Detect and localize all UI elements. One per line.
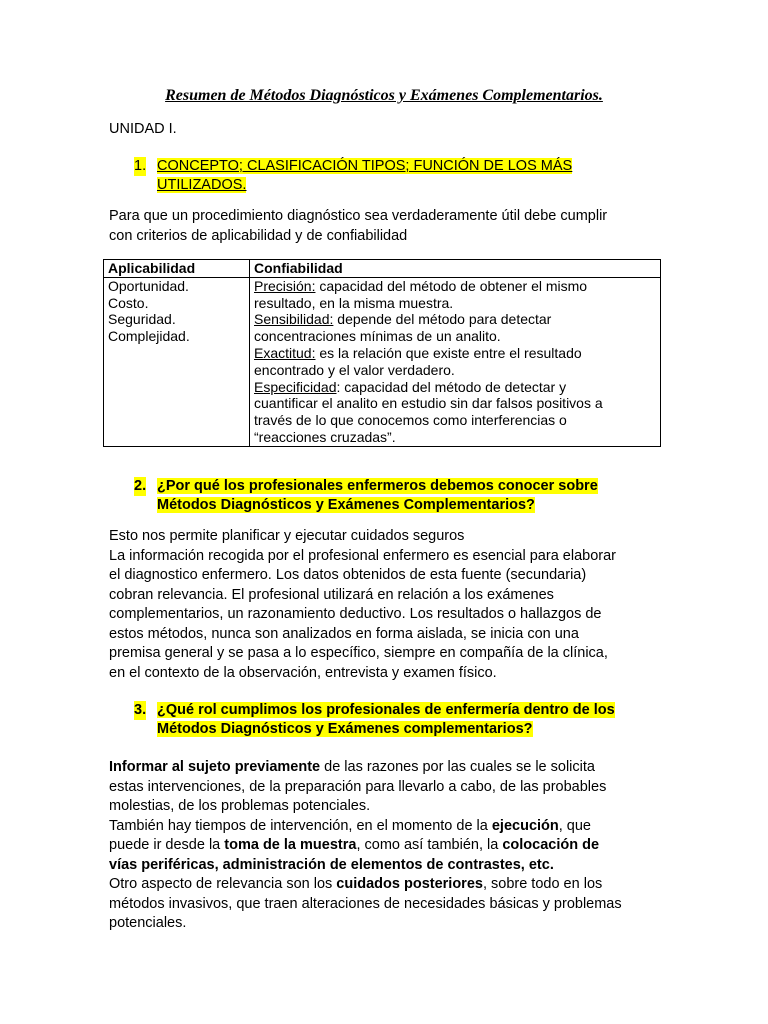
specificity-text-4: “reacciones cruzadas”. xyxy=(254,428,396,445)
section-3-heading-line-2: Métodos Diagnósticos y Exámenes complementarios? xyxy=(157,721,533,737)
paragraph-line: el diagnostico enfermero. Los datos obtenidos de esta fuente (secundaria) xyxy=(109,567,587,583)
bold-phrase: colocación de xyxy=(502,837,600,853)
intro-line-1: Para que un procedimiento diagnóstico sea verdaderamente útil debe cumplir xyxy=(109,208,608,224)
header-applicability: Aplicabilidad xyxy=(104,260,250,278)
precision-label: Precisión: xyxy=(254,277,316,294)
section-3-heading-line-1: ¿Qué rol cumplimos los profesionales de enfermería dentro de los xyxy=(157,702,615,718)
section-1-heading xyxy=(134,157,654,195)
sensitivity-text: depende del método para detectar xyxy=(333,311,552,328)
paragraph-line: en el contexto de la observación, entrevista y examen físico. xyxy=(109,664,497,681)
sensitivity-label: Sensibilidad: xyxy=(254,311,334,328)
bold-phrase: vías periféricas, administración de elementos de contrastes, etc. xyxy=(109,856,554,873)
specificity-text: : capacidad del método de detectar y xyxy=(336,378,567,395)
precision-text-2: resultado, en la misma muestra. xyxy=(254,294,454,311)
paragraph-text: También hay tiempos de intervención, en el momento de la xyxy=(109,817,492,834)
document-title: Resumen de Métodos Diagnósticos y Exámenes Complementarios. xyxy=(165,87,603,104)
accuracy-text: es la relación que existe entre el resultado xyxy=(315,344,582,361)
paragraph-line: estas intervenciones, de la preparación para llevarlo a cabo, de las probables xyxy=(109,778,607,795)
applicability-item: Seguridad. xyxy=(108,311,176,328)
section-1-number: 1. xyxy=(134,158,147,174)
accuracy-text-2: encontrado y el valor verdadero. xyxy=(254,361,455,378)
table-row xyxy=(104,277,661,446)
applicability-item: Oportunidad. xyxy=(108,277,189,294)
paragraph-text: , que xyxy=(558,817,591,834)
applicability-item: Costo. xyxy=(108,294,149,311)
table-header-row xyxy=(104,260,661,278)
section-1-heading-line-1: CONCEPTO; CLASIFICACIÓN TIPOS; FUNCIÓN DE LOS MÁS xyxy=(157,158,573,174)
bold-phrase: Informar al sujeto previamente xyxy=(109,759,321,775)
bold-phrase: cuidados posteriores xyxy=(336,876,483,892)
paragraph-text: de las razones por las cuales se le solicita xyxy=(320,759,595,775)
intro-paragraph xyxy=(109,207,669,246)
sensitivity-text-2: concentraciones mínimas de un analito. xyxy=(254,328,501,345)
section-2-number: 2. xyxy=(134,478,147,494)
header-reliability: Confiabilidad xyxy=(250,260,661,278)
bold-phrase: toma de la muestra xyxy=(224,837,357,853)
paragraph-line: potenciales. xyxy=(109,915,187,931)
paragraph-text: , sobre todo en los xyxy=(482,876,603,892)
paragraph-line: molestias, de los problemas potenciales. xyxy=(109,798,371,814)
unit-label: UNIDAD I. xyxy=(109,121,177,137)
intro-line-2: con criterios de aplicabilidad y de confiabilidad xyxy=(109,227,408,244)
accuracy-label: Exactitud: xyxy=(254,344,316,361)
section-3-heading xyxy=(134,701,654,739)
precision-text: capacidad del método de obtener el mismo xyxy=(315,277,588,294)
bold-phrase: ejecución xyxy=(491,817,559,834)
section-2-heading-line-1: ¿Por qué los profesionales enfermeros debemos conocer sobre xyxy=(157,478,598,494)
applicability-item: Complejidad. xyxy=(108,328,190,345)
paragraph-line: La información recogida por el profesional enfermero es esencial para elaborar xyxy=(109,547,616,564)
specificity-text-2: cuantificar el analito en estudio sin dar falsos positivos a xyxy=(254,395,603,412)
specificity-text-3: través de lo que conocemos como interferencias o xyxy=(254,412,567,429)
paragraph-line: estos métodos, nunca son analizados en forma aislada, se inicia con una xyxy=(109,625,579,642)
paragraph-line: métodos invasivos, que traen alteraciones de necesidades básicas y problemas xyxy=(109,895,622,912)
section-2-paragraph xyxy=(109,527,669,683)
paragraph-line: complementarios, un razonamiento deductivo. Los resultados o hallazgos de xyxy=(109,606,602,622)
specificity-label: Especificidad xyxy=(254,378,337,395)
section-3-paragraph xyxy=(109,758,669,934)
paragraph-text: puede ir desde la xyxy=(109,837,225,853)
section-2-heading xyxy=(134,477,654,515)
paragraph-line: Esto nos permite planificar y ejecutar cuidados seguros xyxy=(109,528,465,544)
paragraph-line: cobran relevancia. El profesional utilizará en relación a los exámenes xyxy=(109,586,554,603)
paragraph-line: premisa general y se pasa a lo específico, siempre en compañía de la clínica, xyxy=(109,645,608,661)
section-1-heading-line-2: UTILIZADOS. xyxy=(157,177,247,193)
applicability-cell xyxy=(104,277,250,446)
section-3-number: 3. xyxy=(134,702,147,718)
paragraph-text: , como así también, la xyxy=(356,837,503,853)
section-2-heading-line-2: Métodos Diagnósticos y Exámenes Complementarios? xyxy=(157,497,535,513)
criteria-table xyxy=(103,259,661,447)
reliability-cell xyxy=(250,277,661,446)
paragraph-text: Otro aspecto de relevancia son los xyxy=(109,876,337,892)
